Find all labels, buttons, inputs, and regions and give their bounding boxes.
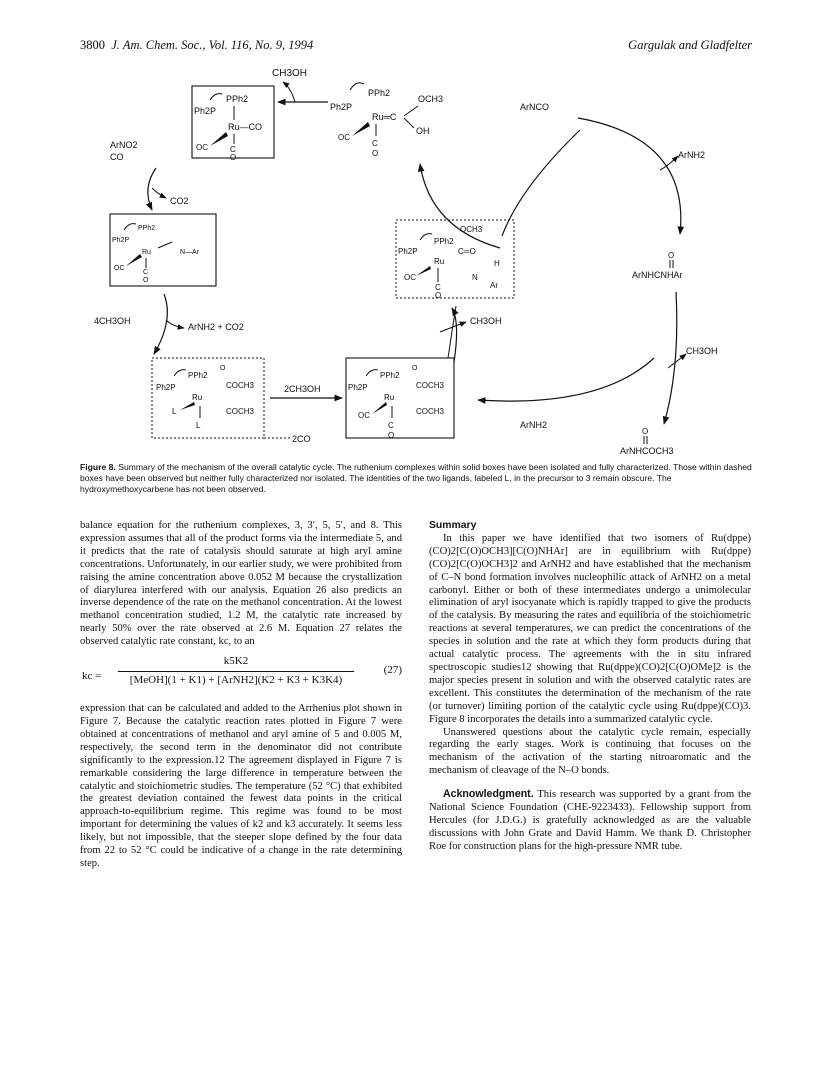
equation-number: (27) (383, 664, 402, 677)
figure-caption-text: Summary of the mechanism of the overall catalytic cycle. The ruthenium complexes within solid boxes have been isolated and fully characterized. Those within dashed boxes have been observed but neither fully characterized nor isolated. The identities of the two ligands, labeled L, in the precursor to 3 remain obscure. The hydroxymethoxycarbene has not been observed. (80, 462, 752, 495)
label-ch3oh-right: CH3OH (686, 346, 718, 356)
carbene-och3: OCH3 (418, 94, 444, 104)
summary-paragraph-2: Unanswered questions about the catalytic cycle remain, especially regarding the early stages. Work is continuing that focuses on the mechanism of the activation of the starting nitroaromatic and the mechanism of cleavage of the N–O bonds. (429, 726, 751, 777)
figure-caption (80, 462, 752, 496)
arrow-nitroso-to-precursor (154, 294, 167, 354)
equation-27 (80, 655, 402, 697)
summary-heading: Summary (429, 520, 477, 531)
center-pph2: PPh2 (434, 237, 454, 246)
box4-o: O (388, 431, 395, 440)
box4-oc: OC (358, 411, 370, 420)
box3-ph2p: Ph2P (156, 383, 176, 392)
carbene-c: C (372, 139, 378, 148)
equation-lhs: kc = (82, 670, 102, 683)
box3-ru: Ru (192, 393, 203, 402)
page-number: 3800 (80, 38, 105, 52)
page-header (80, 38, 752, 54)
figure-label: Figure 8. (80, 462, 116, 472)
center-och3: OCH3 (460, 225, 483, 234)
box4-pph2: PPh2 (380, 371, 400, 380)
box3-pph2: PPh2 (188, 371, 208, 380)
arrow-ch3oh-release (283, 82, 295, 102)
urea-o: O (668, 251, 675, 260)
arrow-center-to-carbene (420, 164, 500, 248)
label-arnh2-co2: ArNH2 + CO2 (188, 322, 244, 332)
center-oc: OC (404, 273, 416, 282)
label-co: CO (110, 152, 124, 162)
center-n: N (472, 273, 478, 282)
box3-l-left: L (172, 407, 177, 416)
label-arnh2-right: ArNH2 (678, 150, 706, 160)
acknowledgment-paragraph (429, 788, 751, 854)
running-authors: Gargulak and Gladfelter (628, 38, 752, 52)
header-left (80, 38, 313, 53)
urea-formula: ArNHCNHAr (632, 270, 683, 280)
equation-denominator: [MeOH](1 + K1) + [ArNH2](K2 + K3 + K3K4) (129, 674, 343, 687)
box1-pph2: PPh2 (226, 94, 249, 104)
box4-ph2p: Ph2P (348, 383, 368, 392)
box1-o: O (230, 153, 237, 162)
carbene-ph2p: Ph2P (330, 102, 353, 112)
summary-paragraph-1: In this paper we have identified that two isomers of Ru(dppe)(CO)2[C(O)OCH3][C(O)NHAr] are in equilibrium with Ru(dppe)(CO)2[C(O)OCH3]2 and ArNH2 and have established that the mechanism of C–N bond formation involves nucleophilic attack of ArNH2 on a metal carbonyl. Either or both of these intermediates undergo a unimolecular elimination of aryl isocyanate which is rapidly trapped to give the products of the catalysis. By measuring the rates and equilibria of the stoichiometric reactions at several temperatures, we can predict the concentrations of the species in solution and the rate at which they form products during that actual catalytic process. The agreements with the in situ infrared spectroscopic studies12 showing that Ru(dppe)(CO)2[C(O)OMe]2 is the major species present in solution and with the observed catalytic rates are excellent. This constitutes the determination of the mechanism of the rate (or turnover) limiting portion of the catalytic cycle using Ru(dppe)(CO)3. Figure 8 incorporates the details into a summarized catalytic cycle. (429, 532, 751, 725)
carbamate-formula: ArNHCOCH3 (620, 446, 674, 456)
box3-coch3-top: COCH3 (226, 381, 255, 390)
dashed-box-precursor (152, 358, 264, 438)
arrow-urea-to-carbamate (664, 292, 677, 424)
box4-coch3-bottom: COCH3 (416, 407, 445, 416)
acknowledgment-text: This research was supported by a grant from the National Science Foundation (CHE-9223433). Fellowship support from Hercules (for J.D.G.) is gratefully acknowledged as are the valuable discussions with John Grate and David Hamm. We thank D. Christopher Roe for construction plans for the high-pressure NMR tube. (429, 789, 751, 852)
label-2co: 2CO (292, 434, 311, 444)
label-co2: CO2 (170, 196, 189, 206)
box2-o: O (143, 277, 149, 284)
box2-ru: Ru (142, 249, 151, 256)
solid-box-nitroso (110, 214, 216, 286)
center-c: C (435, 283, 441, 292)
center-o: O (435, 291, 442, 300)
label-2ch3oh: 2CH3OH (284, 384, 321, 394)
equation-numerator: k5K2 (223, 655, 249, 668)
label-4ch3oh: 4CH3OH (94, 316, 131, 326)
center-ph2p: Ph2P (398, 247, 418, 256)
dppe-bridge (210, 94, 222, 100)
center-h: H (494, 259, 500, 268)
box1-oc: OC (196, 143, 208, 152)
box4-c: C (388, 421, 394, 430)
fraction-bar (118, 671, 354, 672)
solid-box-diester (346, 358, 454, 438)
center-ar: Ar (490, 281, 498, 290)
catalytic-cycle-scheme (80, 58, 752, 458)
box2-oc: OC (114, 265, 125, 272)
box3-o-top: O (220, 365, 226, 372)
arrow-arno2-to-nitroso (148, 168, 156, 210)
acknowledgment-heading: Acknowledgment. (443, 788, 534, 801)
box3-l-bottom: L (196, 421, 201, 430)
carbamate-o: O (642, 427, 649, 436)
label-ch3oh-top: CH3OH (272, 68, 308, 79)
label-arnco: ArNCO (520, 102, 549, 112)
carbene-pph2: PPh2 (368, 88, 391, 98)
left-column (80, 520, 402, 871)
arc-arnco-to-urea (578, 118, 681, 234)
label-arno2: ArNO2 (110, 140, 138, 150)
box1-ph2p: Ph2P (194, 106, 217, 116)
carbene-o: O (372, 149, 379, 158)
label-arnh2-bottom: ArNH2 (520, 420, 548, 430)
box1-c: C (230, 145, 236, 154)
box4-coch3-top: COCH3 (416, 381, 445, 390)
box4-ru: Ru (384, 393, 395, 402)
box3-coch3-bottom: COCH3 (226, 407, 255, 416)
arrow-arnh2-return (478, 358, 654, 401)
journal-citation: J. Am. Chem. Soc., Vol. 116, No. 9, 1994 (111, 38, 314, 52)
carbene-oh: OH (416, 126, 430, 136)
center-ru: Ru (434, 257, 445, 266)
box2-c: C (143, 269, 149, 276)
left-paragraph-2: expression that can be calculated and added to the Arrhenius plot shown in Figure 7. Because the catalytic reaction rates plotted in Figure 7 were obtained at concentrations of methanol and aryl amine of 5 and 0.005 M, respectively, the second term in the denominator did not contribute significantly to the expression.12 The agreement displayed in Figure 7 is remarkable considering the large difference in temperature between the catalytic and stoichiometric studies. The temperature (52 °C) that exhibited the greatest deviation contained the fewest data points in the critical approach-to-equilibrium regime. This regime was found to be most important for determining the values of k2 and k3 accurately. It seems less likely, but not impossible, that the steeper slope defined by the four data from 22 to 52 °C could be indicative of a change in the rate determining step. (80, 703, 402, 869)
box2-n-ar: N—Ar (180, 249, 200, 256)
label-ch3oh-mid: CH3OH (470, 316, 502, 326)
box2-ph2p: Ph2P (112, 237, 130, 244)
carbene-ru-eq-c: Ru═C (372, 112, 397, 122)
carbene-oc: OC (338, 133, 350, 142)
right-column (429, 520, 751, 854)
box4-o-top: O (412, 365, 418, 372)
box1-ru-co: Ru—CO (228, 122, 263, 132)
left-paragraph-1: balance equation for the ruthenium complexes, 3, 3′, 5, 5′, and 8. This expression assumes that all of the product forms via the intermediate 5, and it predicts that the rate of catalysis should saturate at high aryl amine concentrations. Unfortunately, in our earlier study, we were prohibited from raising the amine concentration above 0.052 M because the crystallization of diarylurea interfered with our analysis. Equation 26 also predicts an inverse dependence of the rate on the methanol concentration. At the lowest methanol concentration studied, 1.2 M, the catalytic rate increased by nearly 50% over the rate observed at 2.6 M. Equation 27 relates the observed catalytic rate constant, kc, to an (80, 520, 402, 648)
center-c-eq-o: C═O (458, 247, 476, 256)
box2-pph2: PPh2 (138, 225, 156, 232)
